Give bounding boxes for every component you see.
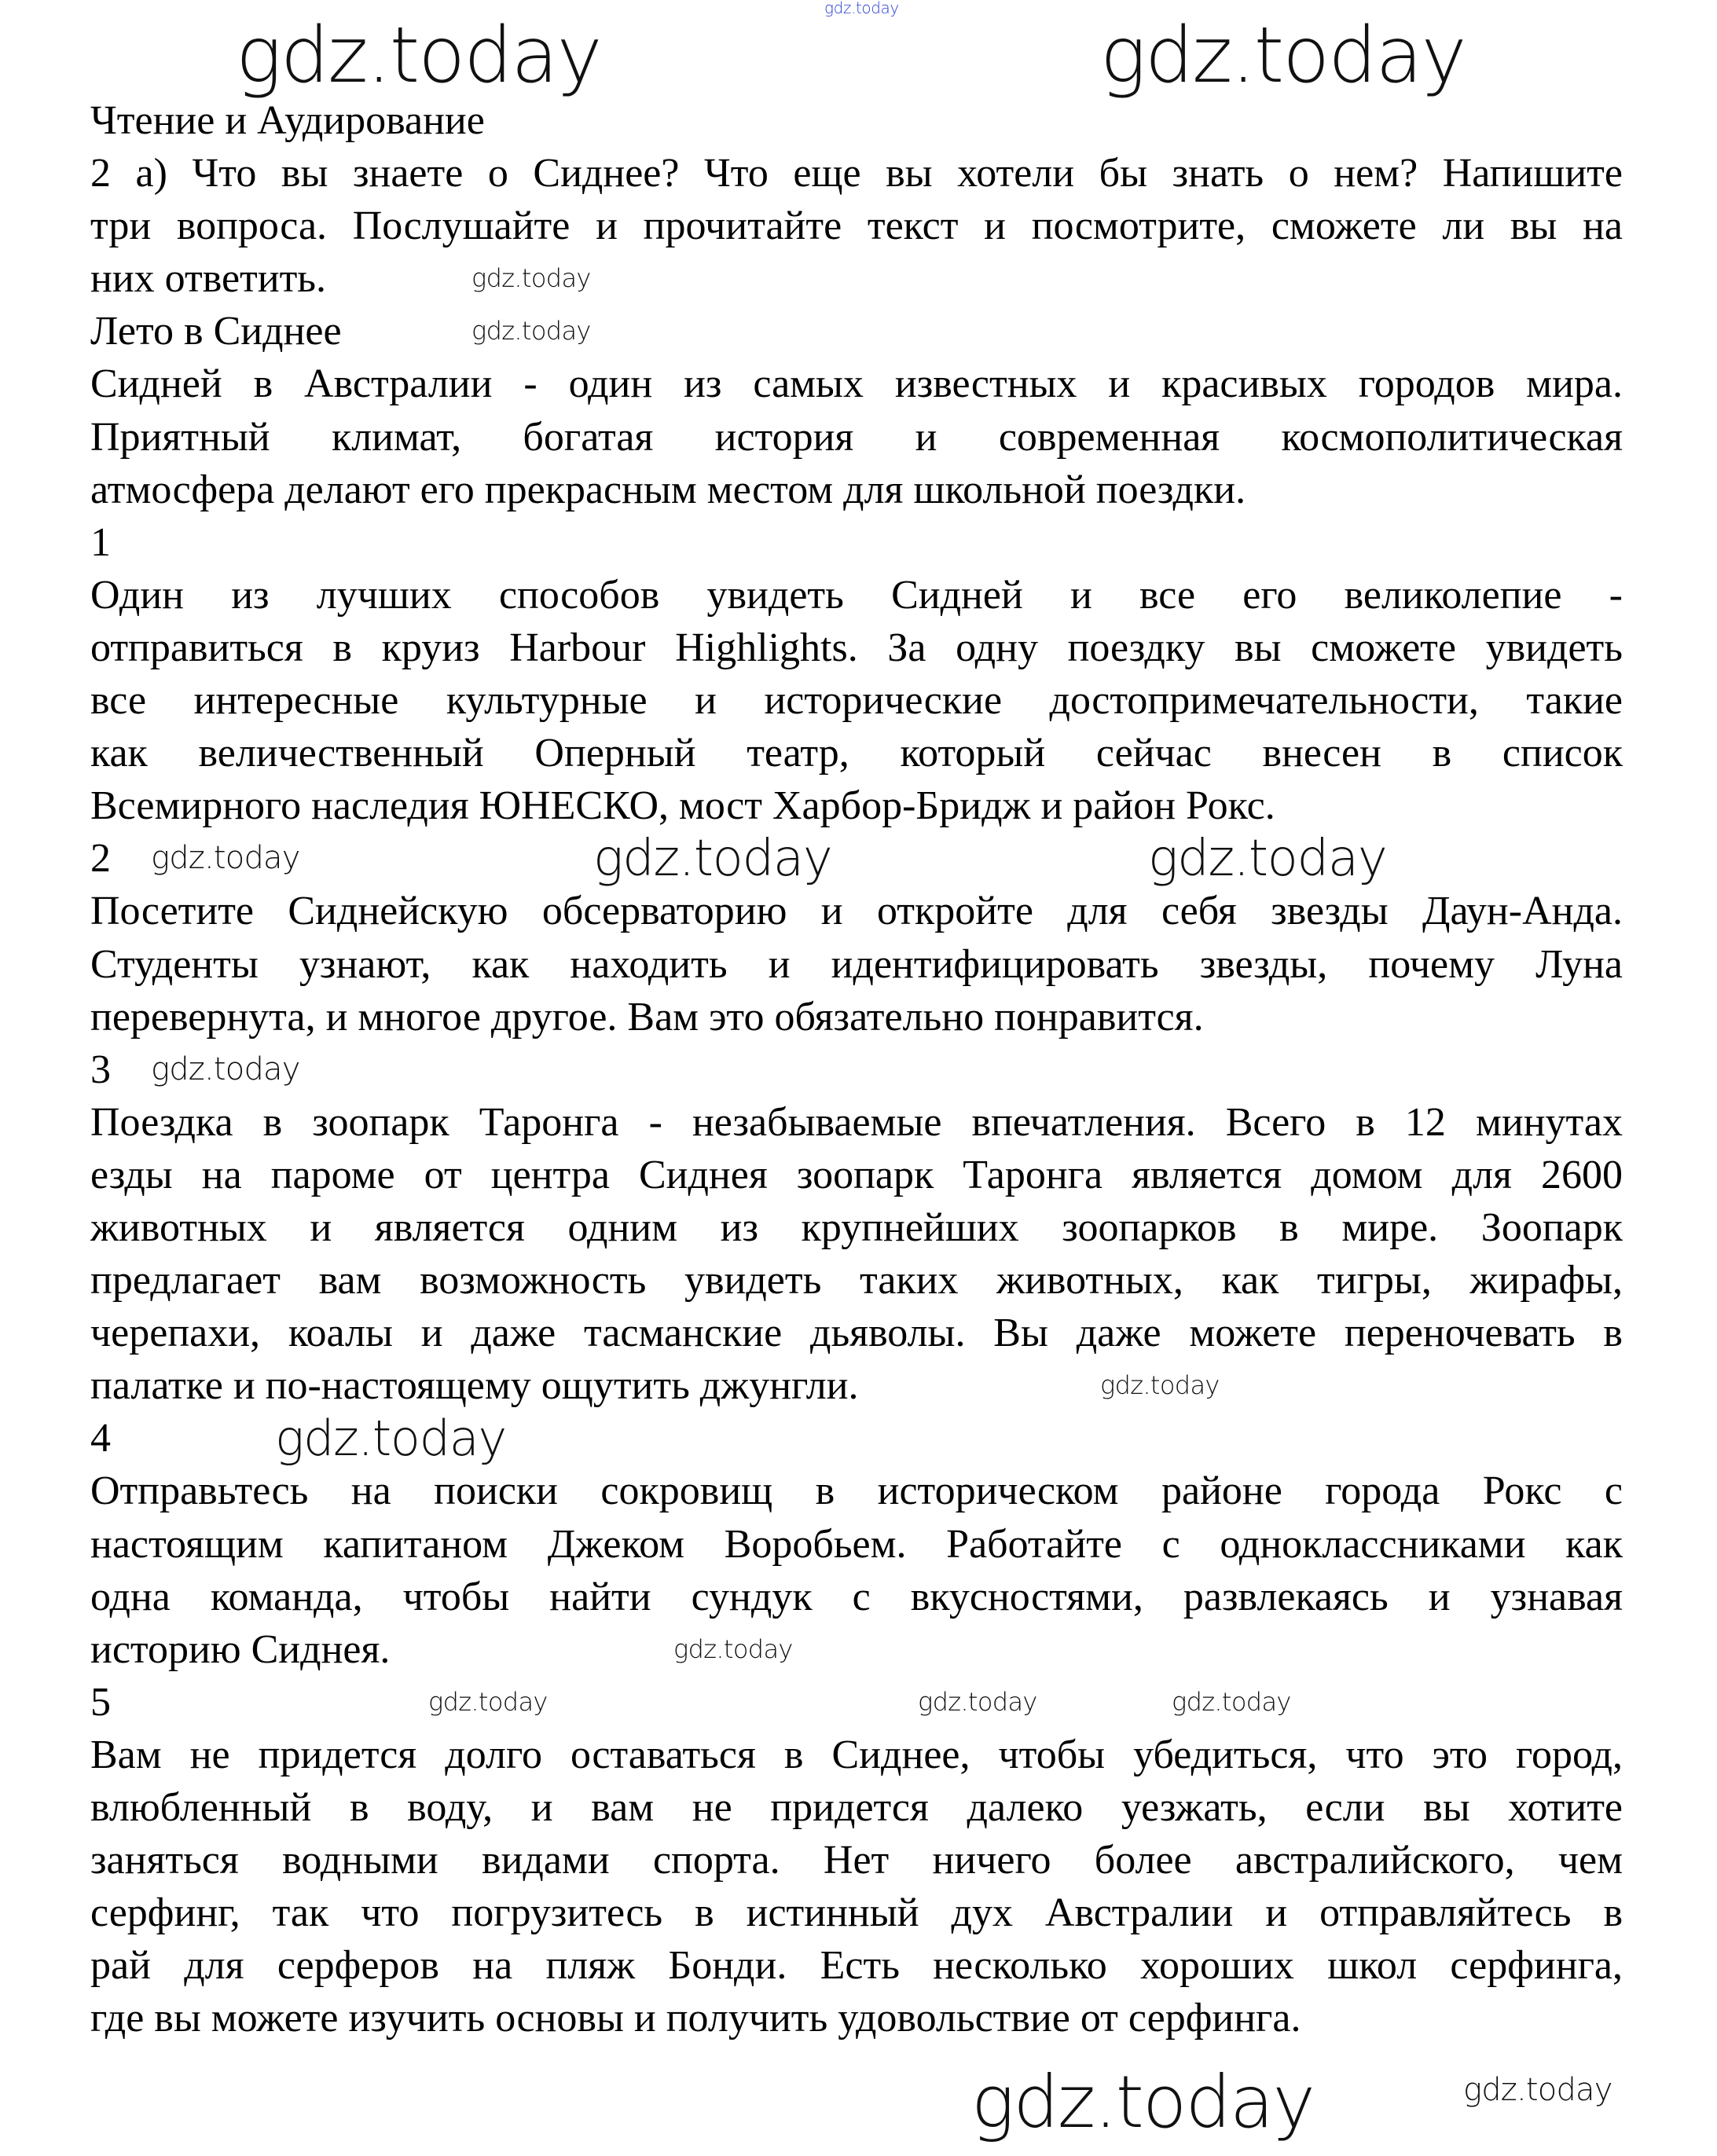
watermark: gdz.today bbox=[673, 1634, 793, 1664]
watermark: gdz.today bbox=[1463, 2072, 1612, 2108]
section-line: серфинг, так что погрузитесь в истинный дух Австралии и отправляйтесь в bbox=[90, 1890, 1623, 1936]
watermark: gdz.today bbox=[1100, 1370, 1220, 1400]
section-number: 1 bbox=[90, 519, 111, 565]
watermark: gdz.today bbox=[236, 11, 601, 101]
task-line: три вопроса. Послушайте и прочитайте текст и посмотрите, сможете ли вы на bbox=[90, 204, 1623, 249]
task-line: 2 а) Что вы знаете о Сиднее? Что еще вы хотели бы знать о нем? Напишите bbox=[90, 151, 1623, 196]
text-title: Лето в Сиднее bbox=[90, 309, 342, 354]
section-line: все интересные культурные и исторические достопримечательности, такие bbox=[90, 678, 1623, 724]
sections bbox=[90, 516, 1623, 2045]
task-line: них ответить. bbox=[90, 256, 327, 302]
watermark: gdz.today bbox=[1172, 1687, 1291, 1717]
section-line: Всемирного наследия ЮНЕСКО, мост Харбор-Бридж и район Рокс. bbox=[90, 783, 1275, 829]
section-line: как величественный Оперный театр, который сейчас внесен в список bbox=[90, 731, 1623, 776]
watermark: gdz.today bbox=[971, 2060, 1315, 2144]
section-line: где вы можете изучить основы и получить удовольствие от серфинга. bbox=[90, 1996, 1301, 2041]
section-line: настоящим капитаном Джеком Воробьем. Работайте с одноклассниками как bbox=[90, 1521, 1623, 1567]
section-line: перевернута, и многое другое. Вам это обязательно понравится. bbox=[90, 994, 1204, 1040]
watermark: gdz.today bbox=[151, 1051, 300, 1087]
section-line: Вам не придется долго оставаться в Сиднее, чтобы убедиться, что это город, bbox=[90, 1732, 1623, 1777]
section-line: палатке и по-настоящему ощутить джунгли. bbox=[90, 1363, 859, 1409]
heading: Чтение и Аудирование bbox=[90, 98, 485, 143]
watermark: gdz.today bbox=[593, 830, 832, 888]
section-line: одна команда, чтобы найти сундук с вкусностями, развлекаясь и узнавая bbox=[90, 1574, 1623, 1619]
section-line: черепахи, коалы и даже тасманские дьяволы. Вы даже можете переночевать в bbox=[90, 1311, 1623, 1356]
section-line: заняться водными видами спорта. Нет ничего более австралийского, чем bbox=[90, 1838, 1623, 1883]
watermark: gdz.today bbox=[1100, 11, 1466, 101]
watermark: gdz.today bbox=[471, 263, 591, 293]
section-line: историю Сиднея. bbox=[90, 1626, 391, 1672]
section-line: влюбленный в воду, и вам не придется далеко уезжать, если вы хотите bbox=[90, 1785, 1623, 1830]
intro-line: Приятный климат, богатая история и современная космополитическая bbox=[90, 414, 1623, 460]
section-line: Посетите Сиднейскую обсерваторию и откройте для себя звезды Даун-Анда. bbox=[90, 889, 1623, 934]
section-line: предлагает вам возможность увидеть таких животных, как тигры, жирафы, bbox=[90, 1258, 1623, 1304]
intro-line: атмосфера делают его прекрасным местом для школьной поездки. bbox=[90, 467, 1246, 512]
section-line: Студенты узнают, как находить и идентифицировать звезды, почему Луна bbox=[90, 941, 1623, 987]
section-number: 2 bbox=[90, 836, 111, 882]
watermark: gdz.today bbox=[918, 1687, 1037, 1717]
watermark: gdz.today bbox=[824, 0, 899, 17]
watermark: gdz.today bbox=[471, 316, 591, 346]
watermark: gdz.today bbox=[151, 840, 300, 876]
watermark: gdz.today bbox=[275, 1410, 506, 1467]
section-line: езды на пароме от центра Сиднея зоопарк Таронга является домом для 2600 bbox=[90, 1152, 1623, 1197]
section-line: Один из лучших способов увидеть Сидней и все его великолепие - bbox=[90, 572, 1623, 618]
intro-line: Сидней в Австралии - один из самых известных и красивых городов мира. bbox=[90, 361, 1623, 407]
section-line: Поездка в зоопарк Таронга - незабываемые впечатления. Всего в 12 минутах bbox=[90, 1099, 1623, 1145]
watermark: gdz.today bbox=[428, 1687, 548, 1717]
watermark: gdz.today bbox=[1148, 830, 1387, 888]
section-line: рай для серферов на пляж Бонди. Есть несколько хороших школ серфинга, bbox=[90, 1943, 1623, 1989]
document-body bbox=[90, 94, 1623, 2044]
section-number: 4 bbox=[90, 1416, 111, 1461]
section-line: животных и является одним из крупнейших зоопарков в мире. Зоопарк bbox=[90, 1204, 1623, 1250]
section-line: отправиться в круиз Harbour Highlights. За одну поездку вы сможете увидеть bbox=[90, 625, 1623, 670]
section-number: 3 bbox=[90, 1047, 111, 1092]
section-number: 5 bbox=[90, 1679, 111, 1725]
section-line: Отправьтесь на поиски сокровищ в историческом районе города Рокс с bbox=[90, 1468, 1623, 1514]
